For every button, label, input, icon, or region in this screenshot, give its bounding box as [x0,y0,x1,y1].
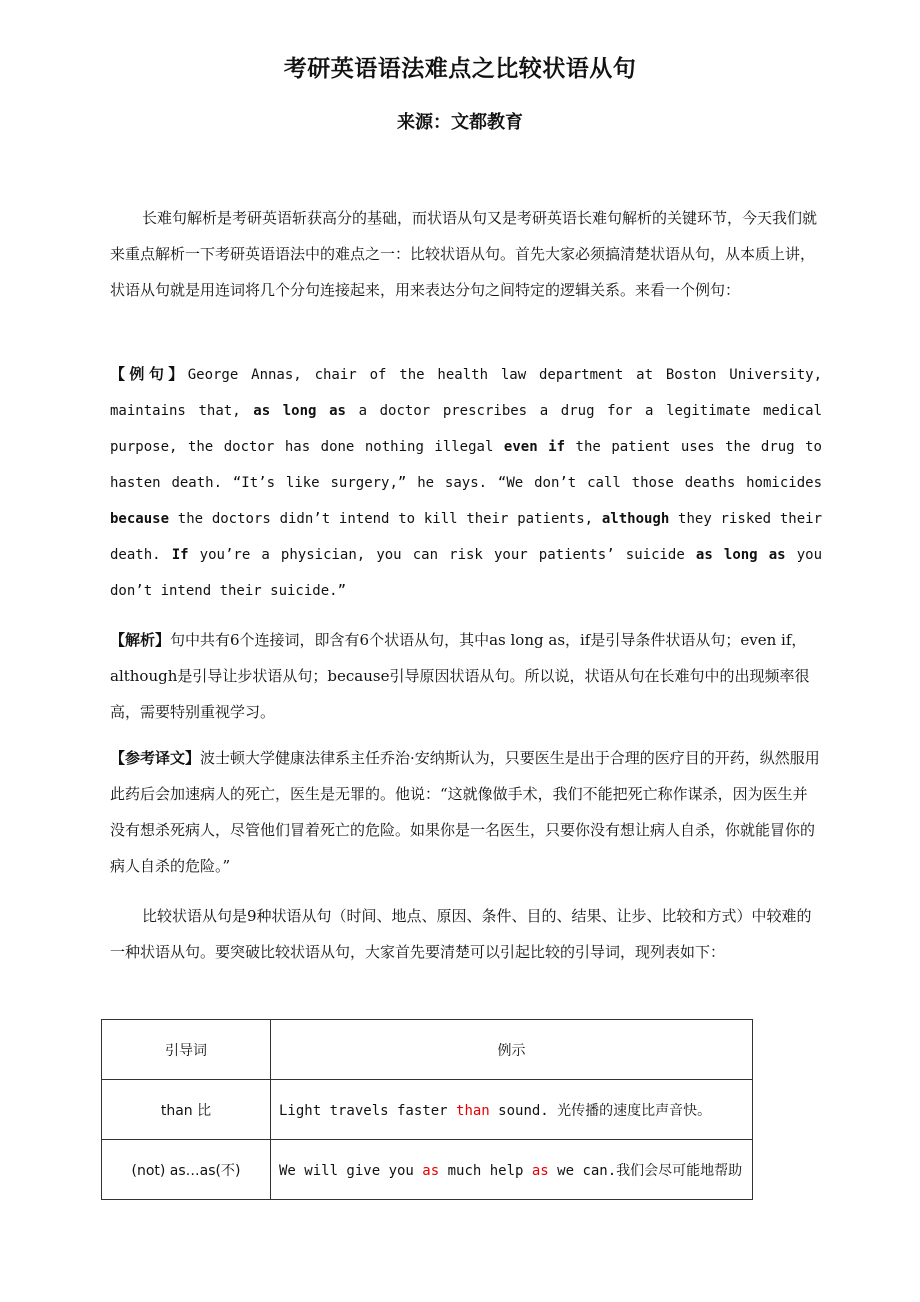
connective-keyword: as long as [695,547,786,563]
highlighted-connective: than [456,1102,490,1119]
example-text: they risked their death. [110,511,823,563]
example-cell [271,1140,753,1200]
comparison-intro-paragraph: 比较状语从句是9种状语从句（时间、地点、原因、条件、目的、结果、让步、比较和方式）中较难的一种状语从句。要突破比较状语从句，大家首先要清楚可以引起比较的引导词，现列表如下： [110,907,812,961]
example-paragraph [110,356,822,609]
example-cell-text: We will give you [279,1162,423,1179]
page-title: 考研英语语法难点之比较状语从句 [283,55,637,82]
translation-text: 波士顿大学健康法律系主任乔治·安纳斯认为，只要医生是出于合理的医疗目的开药，纵然服用此药后会加速病人的死亡，医生是无罪的。他说：“这就像做手术，我们不能把死亡称作谋杀，因为医生并没有想杀死病人，尽管他们冒着死亡的危险。如果你是一名医生，只要你没有想让病人自杀，你就能冒你的病人自杀的危险。” [110,749,820,875]
example-text: you’re a physician, you can risk your patients’ suicide [188,547,696,563]
connective-keyword: although [601,511,670,527]
source-line: 来源：文都教育 [397,112,523,133]
highlighted-connective: as [531,1162,549,1179]
example-cell-text: we can.我们会尽可能地帮助 [548,1162,743,1179]
intro-paragraph: 长难句解析是考研英语斩获高分的基础，而状语从句又是考研英语长难句解析的关键环节，今天我们就来重点解析一下考研英语语法中的难点之一：比较状语从句。首先大家必须搞清楚状语从句，从本质上讲，状语从句就是用连词将几个分句连接起来，用来表达分句之间特定的逻辑关系。来看一个例句： [110,209,818,299]
example-text: a doctor prescribes a drug for a legitimate medical purpose, the doctor has done nothing illegal [110,403,823,455]
table-row [102,1140,753,1200]
table-row [102,1080,753,1140]
example-text: George Annas, chair of the health law department at Boston University, maintains that, [110,367,822,419]
example-cell-text: much help [439,1162,532,1179]
example-cell-text: sound. 光传播的速度比声音快。 [489,1102,712,1119]
analysis-paragraph [110,622,822,730]
example-text: the doctors didn’t intend to kill their patients, [169,511,602,527]
example-cell-text: Light travels faster [279,1102,457,1119]
connective-keyword: even if [503,439,566,455]
analysis-label: 【解析】 [110,631,171,649]
example-text: the patient uses the drug to hasten death. “It’s like surgery,” he says. “We don’t call those deaths homicides [110,439,822,491]
example-cell [271,1080,753,1140]
table-header-row [102,1020,753,1080]
connective-keyword: as long as [253,403,346,419]
example-text: you don’t intend their suicide.” [110,547,822,599]
connective-keyword: If [171,547,189,563]
example-label: 【例句】 [110,365,188,383]
highlighted-connective: as [422,1162,440,1179]
translation-label: 【参考译文】 [110,749,201,767]
connective-cell: than 比 [102,1080,271,1140]
table-header-cell: 引导词 [102,1020,271,1080]
analysis-text: 句中共有6个连接词，即含有6个状语从句，其中as long as，if是引导条件状语从句；even if，although是引导让步状语从句；because引导原因状语从句。所以说，状语从句在长难句中的出现频率很高，需要特别重视学习。 [110,631,810,721]
translation-paragraph [110,740,822,884]
connective-cell: (not) as…as(不) [102,1140,271,1200]
connective-keyword: because [110,511,170,527]
connective-table [101,1019,753,1200]
table-header-cell: 例示 [271,1020,753,1080]
